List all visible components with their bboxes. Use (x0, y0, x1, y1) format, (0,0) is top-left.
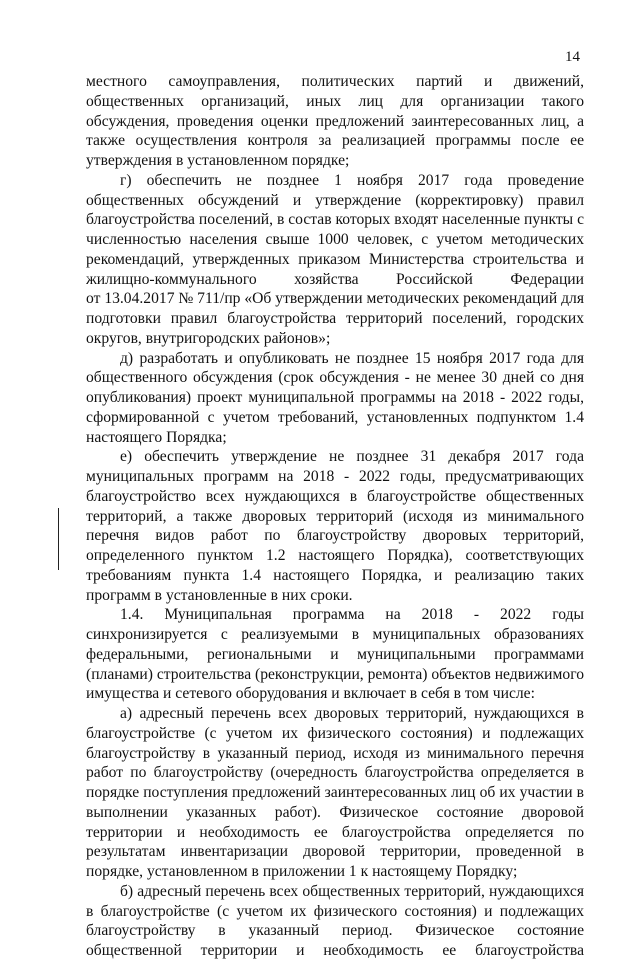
text-line: синхронизируется с реализуемыми в муниципальных образованиях (86, 626, 584, 643)
text-line: порядке поступления предложений заинтересованных лиц об их участии в (86, 784, 584, 801)
text-line: округов, внутригородских районов»; (86, 329, 331, 347)
text-line: настоящего Порядка; (86, 428, 227, 446)
text-line: общественных организаций, иных лиц для организации такого (86, 92, 584, 110)
text-line: подготовки правил благоустройства территорий поселений, городских (86, 310, 584, 327)
text-line: обсуждения, проведения оценки предложений заинтересованных лиц, а (86, 112, 584, 130)
text-line: д) разработать и опубликовать не позднее 15 ноября 2017 года для (120, 349, 584, 367)
text-line: е) обеспечить утверждение не позднее 31 декабря 2017 года (120, 448, 584, 466)
text-line: перечня видов работ по благоустройству дворовых территорий, (86, 527, 584, 545)
text-line: работ по благоустройству (очередность благоустройства определяется в (86, 764, 584, 782)
text-line: имущества и сетевого оборудования и включает в себя в том числе: (86, 685, 535, 703)
paragraph (86, 72, 584, 171)
paragraph (86, 882, 584, 961)
text-line: в благоустройстве (с учетом их физического состояния) и подлежащих (86, 902, 584, 920)
text-line: жилищно-коммунального хозяйства Российской Федерации (86, 270, 584, 288)
text-line: благоустройство всех нуждающихся в благоустройстве общественных (86, 487, 584, 505)
paragraph (86, 605, 584, 704)
text-line: г) обеспечить не позднее 1 ноября 2017 года проведение (120, 171, 584, 189)
text-line: а) адресный перечень всех дворовых территорий, нуждающихся в (120, 705, 584, 722)
margin-mark (58, 508, 59, 570)
paragraph (86, 171, 584, 349)
text-line: общественного обсуждения (срок обсуждения - не менее 30 дней со дня (86, 369, 584, 387)
text-line: общественных обсуждений и утверждение (корректировку) правил (86, 191, 584, 209)
text-line: от 13.04.2017 № 711/пр «Об утверждении методических рекомендаций для (86, 290, 584, 308)
text-line: б) адресный перечень всех общественных территорий, нуждающихся (120, 882, 584, 900)
text-line: благоустройства поселений, в состав которых входят населенные пункты с (86, 211, 584, 229)
text-line: благоустройству в указанный период. Физическое состояние (86, 922, 584, 940)
text-line: опубликования) проект муниципальной программы на 2018 - 2022 годы, (86, 389, 584, 406)
text-line: сформированной с учетом требований, установленных подпунктом 1.4 (86, 408, 584, 426)
text-line: выполнении указанных работ). Физическое состояние дворовой (86, 803, 584, 821)
text-line: требованиям пункта 1.4 настоящего Порядка, и реализацию таких (86, 566, 584, 584)
text-line: программ в установленные в них сроки. (86, 586, 353, 604)
text-line: благоустройству в указанный период, исходя из минимального перечня (86, 744, 584, 762)
text-line: благоустройстве (с учетом их физического состояния) и подлежащих (86, 724, 584, 742)
text-line: (планами) строительства (реконструкции, ремонта) объектов недвижимого (86, 665, 584, 683)
paragraph (86, 704, 584, 882)
text-line: утверждения в установленном порядке; (86, 152, 350, 169)
text-line: общественной территории и необходимость ее благоустройства (86, 942, 584, 959)
document-body (86, 72, 584, 961)
text-line: порядке, установленном в приложении 1 к настоящему Порядку; (86, 863, 518, 880)
text-line: муниципальных программ на 2018 - 2022 годы, предусматривающих (86, 468, 584, 485)
text-line: определенного пунктом 1.2 настоящего Порядка), соответствующих (86, 547, 584, 564)
text-line: территорий, а также дворовых территорий (исходя из минимального (86, 507, 584, 525)
text-line: рекомендаций, утвержденных приказом Министерства строительства и (86, 250, 584, 268)
text-line: также осуществления контроля за реализацией программы после ее (86, 132, 584, 150)
text-line: местного самоуправления, политических партий и движений, (86, 73, 584, 90)
text-line: территории и необходимость ее благоустройства определяется по (86, 823, 584, 841)
paragraph (86, 349, 584, 448)
text-line: численностью населения свыше 1000 человек, с учетом методических (86, 231, 584, 248)
text-line: результатам инвентаризации дворовой территории, проведенной в (86, 843, 584, 861)
text-line: 1.4. Муниципальная программа на 2018 - 2022 годы (120, 606, 584, 624)
page-number: 14 (565, 49, 580, 65)
text-line: федеральными, региональными и муниципальными программами (86, 645, 584, 663)
paragraph (86, 447, 584, 605)
